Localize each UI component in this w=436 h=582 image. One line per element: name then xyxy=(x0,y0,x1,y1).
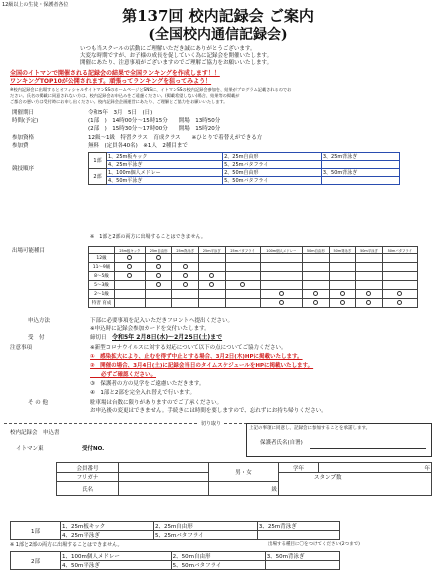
member-number-label: 会員番号 xyxy=(57,463,119,473)
circle-mark-icon xyxy=(183,282,188,287)
eligibility-grade: 2〜1級 xyxy=(89,290,115,299)
eligibility-cell xyxy=(382,254,417,263)
form-event-option xyxy=(257,531,339,540)
events-part2-label: 2部 xyxy=(89,169,107,185)
eligibility-cell xyxy=(172,299,199,308)
note-line: ② 開催の場合、3月4日(土)に記録会当日のタイムスケジュールをHPに掲載いたします。 xyxy=(90,363,314,369)
circle-mark-icon xyxy=(156,282,161,287)
grade-field[interactable] xyxy=(319,463,432,473)
other-label: そ の 他 xyxy=(28,400,48,406)
circle-mark-icon xyxy=(127,273,132,278)
event-cell: 1、25m板キック xyxy=(107,153,223,161)
eligibility-cell xyxy=(329,254,356,263)
notes-label: 注意事項 xyxy=(10,345,33,351)
grade-label: 学年 xyxy=(279,463,319,473)
eligibility-header: 50m自由形 xyxy=(303,247,330,254)
apply-label: 申込方法 xyxy=(28,318,51,324)
eligibility-cell xyxy=(303,290,330,299)
grade-unit: 年 xyxy=(424,465,430,472)
circle-mark-icon xyxy=(156,273,161,278)
kyu-field[interactable] xyxy=(209,482,279,496)
eligibility-header: 25m自由形 xyxy=(145,247,172,254)
events-table xyxy=(88,152,400,185)
circle-mark-icon xyxy=(366,300,371,305)
events-note: ※ 1部と2部の両方に出場することはできません。 xyxy=(90,234,206,240)
form-event-option[interactable]: 1、100m個人メドレー xyxy=(61,552,172,561)
form-note-right: 出場する種目に〇をつけてください(2つまで) xyxy=(268,542,360,547)
circle-mark-icon xyxy=(209,273,214,278)
eligibility-cell xyxy=(260,299,302,308)
form-part2-table xyxy=(10,551,340,570)
event-cell: 2、50m自由形 xyxy=(223,169,322,177)
deadline-prefix: 締切日 xyxy=(90,335,107,341)
form-part2-label: 2部 xyxy=(11,552,61,570)
form-event-option[interactable]: 2、25m自由形 xyxy=(153,522,257,531)
eligibility-cell xyxy=(145,290,172,299)
form-event-option[interactable]: 1、25m板キック xyxy=(61,522,154,531)
event-cell: 5、25mバタフライ xyxy=(223,161,322,169)
form-event-option[interactable]: 4、50m平泳ぎ xyxy=(61,561,172,570)
eligibility-cell xyxy=(199,263,226,272)
eligibility-cell xyxy=(115,263,146,272)
member-table xyxy=(56,462,432,496)
form-event-option[interactable]: 3、25m背泳ぎ xyxy=(257,522,339,531)
event-cell: 4、25m平泳ぎ xyxy=(107,161,223,169)
circle-mark-icon xyxy=(156,255,161,260)
form-event-option[interactable]: 2、50m自由形 xyxy=(171,552,265,561)
eligibility-cell xyxy=(172,254,199,263)
eligibility-cell xyxy=(260,263,302,272)
eligibility-cell xyxy=(145,263,172,272)
eligibility-cell xyxy=(199,281,226,290)
eligibility-grade: 8〜5級 xyxy=(89,272,115,281)
form-event-option[interactable]: 5、25mバタフライ xyxy=(153,531,257,540)
eligibility-cell xyxy=(145,272,172,281)
eligibility-cell xyxy=(225,299,260,308)
eligibility-header: 25m板キック xyxy=(115,247,146,254)
audience-label: 12級以上の生徒・保護者各位 xyxy=(2,2,69,8)
form-school: イトマン東 xyxy=(16,446,44,452)
eligibility-grade: 12級 xyxy=(89,254,115,263)
eligibility-cell xyxy=(145,254,172,263)
info-value-date: 令和5年 3月 5日 (日) xyxy=(88,110,153,116)
circle-mark-icon xyxy=(183,273,188,278)
eligibility-cell xyxy=(145,299,172,308)
eligibility-cell xyxy=(382,272,417,281)
eligibility-cell xyxy=(356,299,383,308)
eligibility-cell xyxy=(115,272,146,281)
eligibility-cell xyxy=(260,290,302,299)
intro-line-1: いつも当スクールの活動にご理解いただき誠にありがとうございます。 xyxy=(80,46,256,52)
eligibility-cell xyxy=(303,254,330,263)
eligibility-table xyxy=(88,246,418,308)
eligibility-cell xyxy=(145,281,172,290)
eligibility-header: 100m個人メドレー xyxy=(260,247,302,254)
cut-line-label: 切り取り xyxy=(198,420,224,427)
eligibility-row xyxy=(89,272,418,281)
form-event-option[interactable]: 5、50mバタフライ xyxy=(171,561,265,570)
deadline-label: 受 付 xyxy=(28,335,45,341)
deadline-value: 令和5年 2月8日(水)〜2月25日(土)まで xyxy=(112,334,223,341)
notice-red-1: 全国のイトマンで開催される記録会の結果で全国ランキングを作成します！！ xyxy=(10,70,220,77)
eligibility-cell xyxy=(303,299,330,308)
eligibility-cell xyxy=(356,290,383,299)
notice-small-2: ださい。氏名の掲載に同意されない方は、校内記録会お申込みをご遠慮ください。(掲載希望しない)場合、結果等の掲載が xyxy=(10,93,240,98)
eligibility-cell xyxy=(115,281,146,290)
form-event-option xyxy=(265,561,339,570)
event-cell: 3、25m背泳ぎ xyxy=(321,153,399,161)
apply-line-2: ※申込時に記録会参加カードを交付いたします。 xyxy=(90,326,210,332)
form-title: 校内記録会 申込書 xyxy=(10,430,60,436)
eligibility-grade: 5〜3級 xyxy=(89,281,115,290)
events-part1-label: 1部 xyxy=(89,153,107,169)
event-cell: 2、25m自由形 xyxy=(223,153,322,161)
info-value-time-2: (2部 ) 15時30分〜17時00分 開場 15時20分 xyxy=(88,126,221,132)
intro-line-2: 大変な時期ですが、お子様の成長を促していく為に記録会を開催いたします。 xyxy=(80,53,273,59)
eligibility-cell xyxy=(172,263,199,272)
eligibility-cell xyxy=(199,290,226,299)
circle-mark-icon xyxy=(183,264,188,269)
eligibility-label: 出場可能種目 xyxy=(12,248,46,254)
eligibility-cell xyxy=(172,281,199,290)
eligibility-cell xyxy=(382,299,417,308)
other-line-1: 駐車場は台数に限りがありますのでご了承ください。 xyxy=(90,400,223,406)
eligibility-cell xyxy=(115,254,146,263)
eligibility-cell xyxy=(199,254,226,263)
circle-mark-icon xyxy=(279,300,284,305)
guardian-signature-field[interactable] xyxy=(310,448,426,449)
eligibility-cell xyxy=(225,254,260,263)
circle-mark-icon xyxy=(340,291,345,296)
form-part1-table xyxy=(10,521,340,540)
page-title: 第137回 校内記録会 ご案内 xyxy=(122,7,314,25)
receipt-label: 受付NO. xyxy=(82,446,105,452)
info-label-time: 時間(予定) xyxy=(12,118,39,124)
info-value-time-1: (1部 ) 14時00分〜15時15分 開場 13時50分 xyxy=(88,118,221,124)
note-line: ③ 保護者の方の見学をご遠慮いただきます。 xyxy=(90,381,205,387)
event-cell xyxy=(321,177,399,185)
kyu-label: 級 xyxy=(271,486,277,493)
note-line: 必ずご確認ください。 xyxy=(90,372,157,378)
eligibility-cell xyxy=(225,263,260,272)
eligibility-cell xyxy=(356,272,383,281)
eligibility-cell xyxy=(199,272,226,281)
consent-text: 上記の事項に同意し、記録会に参加することを承諾します。 xyxy=(249,426,371,431)
eligibility-row xyxy=(89,299,418,308)
circle-mark-icon xyxy=(397,291,402,296)
note-line: ※新型コロナウイルスに対する対応について以下の点についてご協力ください。 xyxy=(90,345,287,351)
eligibility-cell xyxy=(225,290,260,299)
eligibility-header: 50mバタフライ xyxy=(382,247,417,254)
eligibility-cell xyxy=(115,290,146,299)
eligibility-cell xyxy=(329,290,356,299)
eligibility-cell xyxy=(172,272,199,281)
eligibility-header: 50m背泳ぎ xyxy=(329,247,356,254)
notice-red-2: ワンキングTOP10が公開されます。頑張ってランキングを狙ってみよう！ xyxy=(10,78,212,85)
info-label-fee: 参加費 xyxy=(12,143,29,149)
circle-mark-icon xyxy=(313,300,318,305)
circle-mark-icon xyxy=(156,264,161,269)
eligibility-row xyxy=(89,290,418,299)
circle-mark-icon xyxy=(279,291,284,296)
eligibility-header: 25m背泳ぎ xyxy=(172,247,199,254)
form-part1-label: 1部 xyxy=(11,522,61,540)
eligibility-cell xyxy=(329,272,356,281)
eligibility-cell xyxy=(303,272,330,281)
eligibility-cell xyxy=(356,281,383,290)
eligibility-cell xyxy=(356,263,383,272)
name-label: 氏名 xyxy=(57,482,119,496)
eligibility-header: 50m平泳ぎ xyxy=(356,247,383,254)
note-line: ① 感染拡大により、止むを得ず中止とする場合、3月2日(木)HPに掲載いたします。 xyxy=(90,354,303,360)
eligibility-cell xyxy=(303,281,330,290)
eligibility-cell xyxy=(329,263,356,272)
event-cell: 1、100m個人メドレー xyxy=(107,169,223,177)
intro-line-3: 開催にあたり、注意事項がございますのでご理解ご協力をお願いいたします。 xyxy=(80,60,273,66)
eligibility-cell xyxy=(260,281,302,290)
event-cell xyxy=(321,161,399,169)
eligibility-cell xyxy=(225,281,260,290)
circle-mark-icon xyxy=(313,291,318,296)
eligibility-cell xyxy=(115,299,146,308)
circle-mark-icon xyxy=(397,300,402,305)
eligibility-cell xyxy=(260,254,302,263)
name-field[interactable] xyxy=(119,482,209,496)
circle-mark-icon xyxy=(340,300,345,305)
event-cell: 5、50mバタフライ xyxy=(223,177,322,185)
circle-mark-icon xyxy=(209,282,214,287)
eligibility-header: 25mバタフライ xyxy=(225,247,260,254)
eligibility-cell xyxy=(172,290,199,299)
eligibility-cell xyxy=(260,272,302,281)
guardian-label: 保護者氏名(自署) xyxy=(260,440,303,446)
event-cell: 4、50m平泳ぎ xyxy=(107,177,223,185)
other-line-2: お申込後の変更はできません。手続きには時間を要しますので、忘れずにお持ち帰りください。 xyxy=(90,408,327,414)
gender-field[interactable]: 男・女 xyxy=(209,463,279,482)
eligibility-cell xyxy=(382,263,417,272)
member-number-field[interactable] xyxy=(119,463,209,473)
circle-mark-icon xyxy=(366,291,371,296)
eligibility-cell xyxy=(225,272,260,281)
apply-line-1: 下部に必要事項を記入いただきフロントへ提出ください。 xyxy=(90,318,234,324)
eligibility-row xyxy=(89,254,418,263)
eligibility-header: 25m平泳ぎ xyxy=(199,247,226,254)
circle-mark-icon xyxy=(240,282,245,287)
eligibility-grade: 11〜9級 xyxy=(89,263,115,272)
info-label-date: 開催期日 xyxy=(12,110,35,116)
eligibility-header xyxy=(89,247,115,254)
stamp-label: スタンプ数 xyxy=(314,475,342,481)
event-cell: 3、50m背泳ぎ xyxy=(321,169,399,177)
eligibility-row xyxy=(89,281,418,290)
eligibility-cell xyxy=(303,263,330,272)
form-event-option[interactable]: 3、50m背泳ぎ xyxy=(265,552,339,561)
eligibility-grade: 特習 育成 xyxy=(89,299,115,308)
note-line: ④ 1部と2部を完全入れ替えで行います。 xyxy=(90,390,195,396)
furigana-field[interactable] xyxy=(119,473,209,482)
notice-small-1: ※校内記録会に出場するとオフィシャルサイトマンSSのホームページとSNSに、イトマンSSの校内記録会参加を、結果がプログラム記載されるのでお xyxy=(10,87,292,92)
circle-mark-icon xyxy=(127,255,132,260)
eligibility-row xyxy=(89,263,418,272)
info-value-eligibility: 12級〜1級 特習クラス 育成クラス ※ひとりで着替えができる方 xyxy=(88,135,263,141)
eligibility-cell xyxy=(356,254,383,263)
eligibility-cell xyxy=(329,281,356,290)
events-label: 競技順序 xyxy=(12,166,35,172)
eligibility-cell xyxy=(382,281,417,290)
eligibility-cell xyxy=(199,299,226,308)
eligibility-cell xyxy=(382,290,417,299)
circle-mark-icon xyxy=(127,264,132,269)
furigana-label: フリガナ xyxy=(57,473,119,482)
eligibility-cell xyxy=(329,299,356,308)
page-subtitle: (全国校内通信記録会) xyxy=(148,27,288,43)
form-event-option[interactable]: 4、25m平泳ぎ xyxy=(61,531,154,540)
form-note: ※ 1部と2部の両方に出場することはできません。 xyxy=(10,542,123,548)
notice-small-3: ご都合の悪い方は受付時にお申し出ください。校内記録会企画運営にあたり、ご理解とご協力をお願いいたします。 xyxy=(10,99,228,104)
stamp-field[interactable] xyxy=(279,473,432,496)
info-value-fee: 無料 (定員各40名) ※1人 2種目まで xyxy=(88,143,188,149)
info-label-eligibility: 参加資格 xyxy=(12,135,35,141)
